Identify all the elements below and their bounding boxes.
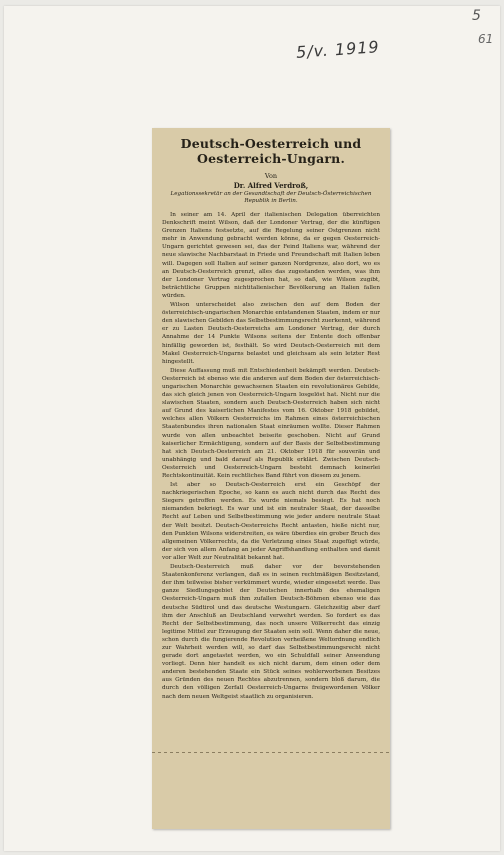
archive-page [4, 6, 500, 851]
article-paragraph: In seiner am 14. April der italienischen Delegation überreichten Denkschrift meint Wilson, daß der Londoner Vertrag, der die künftigen Grenzen Italiens festsetzte, auf die Regelung seiner Ostgrenzen nicht mehr in Anwendung gebracht werden könne, da er gegen Oesterreich-Ungarn gerichtet gewesen sei, das der Feind Italiens war, während der neue slawische Nachbarstaat in Friede und Freundschaft mit Italien leben will. Dagegen soll Italien auf seiner ganzen Nordgrenze, also dort, wo es an Deutsch-Oesterreich grenzt, alles das zugestanden werden, was ihm der Londoner Vertrag zugesprochen hat, so daß, wie Wilson zugibt, beträchtliche Gruppen nichtitalienischer Bevölkerung an Italien fallen würden. [162, 212, 380, 299]
folio-mark: 61 [478, 32, 494, 46]
article-column [162, 136, 380, 701]
handwritten-date: 5/v. 1919 [295, 37, 381, 62]
byline-von: Von [264, 172, 278, 180]
article-headline: Deutsch-Oesterreich und Oesterreich-Ungarn. [180, 136, 362, 166]
author-role: Legationssekretär an der Gesandtschaft der Deutsch-Österreichischen Republik in Berlin. [170, 191, 372, 204]
article-paragraph: Wilson unterscheidet also zwischen den auf dem Boden der österreichisch-ungarischen Monarchie entstandenen Staaten, indem er nur den slawischen Gebilden das Selbstbestimmungsrecht zuerkennt, während er zu Lasten Deutsch-Oesterreichs am Londoner Vertrag, der durch Annahme der 14 Punkte Wilsons seitens der Entente doch offenbar hinfällig geworden ist, festhält. So wird Deutsch-Oesterreich mit dem Makel Oesterreich-Ungarns belastet und gleichsam als sein letzter Rest hingestellt. [162, 302, 380, 365]
article-paragraph: Diese Auffassung muß mit Entschiedenheit bekämpft werden. Deutsch-Oesterreich ist ebenso wie die anderen auf dem Boden der österreichisch-ungarischen Monarchie gewachsenen Staaten ein revolutionäres Gebilde, das sich gleich jenen von Oesterreich-Ungarn losgelöst hat. Nicht nur die slawischen Staaten, sondern auch Deutsch-Oesterreich haben sich nicht auf Grund des kaiserlichen Manifestes vom 16. Oktober 1918 gebildet, welches allen Völkern Oesterreichs im Rahmen eines österreichischen Staatenbundes ihren nationalen Staat einräumen wollte. Dieser Rahmen wurde von allen unbeachtet beiseite geschoben. Nicht auf Grund kaiserlicher Ermächtigung, sondern auf der Basis der Selbstbestimmung hat sich Deutsch-Oesterreich am 21. Oktober 1918 für souverän und unabhängig und bald darauf als Republik erklärt. Zwischen Deutsch-Oesterreich und Oesterreich-Ungarn besteht demnach keinerlei Rechtskontinuität. Kein rechtliches Band führt von diesem zu jenem. [162, 367, 380, 479]
newspaper-clipping [152, 128, 390, 829]
page-number-mark: 5 [472, 8, 481, 24]
article-author: Dr. Alfred Verdroß, [233, 181, 309, 190]
clipping-cut-line [152, 752, 390, 753]
article-paragraph: Deutsch-Oesterreich muß daher vor der bevorstehenden Staatenkonferenz verlangen, daß es in seinen rechtmäßigen Besitzstand, der ihm teilweise bisher verkümmert wurde, wieder eingesetzt werde. Das ganze Siedlungsgebiet der Deutschen innerhalb des ehemaligen Oesterreich-Ungarn muß ihm zufallen Deutsch-Böhmen ebenso wie das deutsche Südtirol und das deutsche Westungarn. Gleichzeitig aber darf ihm der Anschluß an Deutschland verwehrt werden. So fordert es das Recht der Selbstbestimmung, das noch unsere Völkerrecht das einzig legitime Mittel zur Erzeugung der Staaten sein soll. Wenn daher die neue, schon durch die fungierende Revolution verheißene Weltordnung endlich zur Wahrheit werden will, so darf das Selbstbestimmungsrecht nicht gerade dort angetastet werden, wo ein Schuldfall seiner Anwendung vorliegt. Denn hier handelt es sich nicht darum, dem einen oder dem anderen bestehenden Staate ein Stück seines wohlerworbenen Besitzes aus Gründen des neuen Rechtes abzutrennen, sondern bloß darum, die durch den völligen Zerfall Oesterreich-Ungarns freigewordenen Völker nach dem neuen Weltgeist staatlich zu organisieren. [162, 564, 380, 700]
article-paragraph: Ist aber so Deutsch-Oesterreich erst ein Geschöpf der nachkriegerischen Epoche, so kann es auch nicht durch das Recht des Siegers getroffen werden. Es wurde niemals besiegt. Es hat noch niemanden bekriegt. Es war und ist ein neutraler Staat, der dasselbe Recht auf Leben und Selbstbestimmung wie jeder andere neutrale Staat der Welt besitzt. Deutsch-Oesterreichs Recht antasten, hieße nicht nur, den Punkten Wilsons widerstreiten, es wäre überdies ein grober Bruch des allgemeinen Völkerrechts, da die Verletzung eines Staat zugefügt würde, der sich von allem Anfang an jeder Angriffshandlung enthalten und damit vor aller Welt zur Neutralität bekannt hat. [162, 482, 380, 561]
